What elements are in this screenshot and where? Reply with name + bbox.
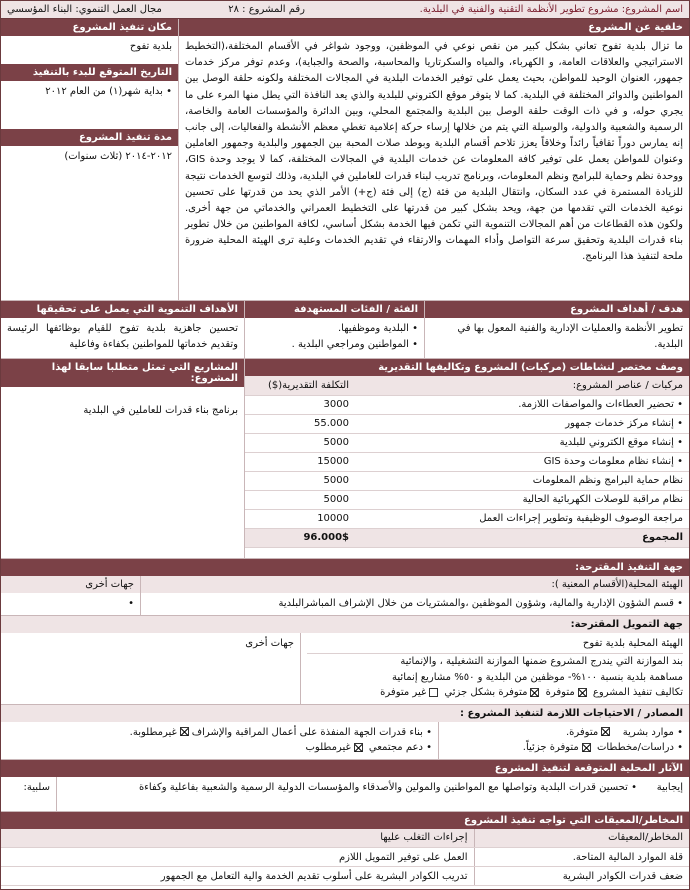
risks-section [1,812,689,887]
impl-local-text: • قسم الشؤون الإدارية والمالية، وشؤون الموظفين ،والمشتريات من خلال الإشراف المباشرالبلدية [278,598,683,609]
dev-goals-text: تحسين جاهزية بلدية تفوح للقيام بوظائفها الرئيسة وتقديم خدماتها للمواطنين بكفاءة وفاعلية [7,323,238,350]
item-cell: • إنشاء موقع الكتروني للبلدية [355,433,689,452]
table-row [245,490,689,509]
col-action-header: إجراءات التغلب عليها [1,829,474,848]
resource-community: • دعم مجتمعي غيرمطلوب [305,742,432,753]
goals-section [1,301,689,359]
cost-cell: 5000 [245,433,355,452]
target-title: الفئة / الفئات المستهدفة [245,301,424,318]
cost-cell: 5000 [245,490,355,509]
item-cell: • تحضير العطاءات والمواصفات اللازمة. [355,395,689,414]
background-text: ما تزال بلدية تفوح تعاني بشكل كبير من نقص نوعي في الموظفين، ووجود شواغر في الأقسام المختلفة،(التخطيط الاستراتيجي والعلاقات العامة، و الكهرباء، والمياه والسكرتاريا والمحاسبة، والصحة والجباية)، وعدم توفر مركز خدمات جمهور، العنوان الوحيد للمواطن، بحيث يعمل على توفير الخدمات البلدية في المجالات المختلفة ولكونه حلقة الوصل بين المواطنين والدوائر المختلفة في البلدية. كما لا يتوفر موقع الكتروني للبلدية والذي يعد النافذة التي يطل منها المرء على ما يجري حوله، و في ذات الوقت حلقة الوصل بين البلدية والمجتمع المحلي، وبين الدائرة والمؤسسات العامة والخاصة، الرسمية والشعبية والدولية، والوسيلة التي يتم من خلالها إرساء حركة إعلامية تغطي معظم الأنشطة والفعاليات، إلى جانب إنه يمارس دوراً ثقافياً رائداً وخلاقاً يعزز تلاحم أقسام البلدية وبوطد صلات المحبة بين الجمهور والبلدية وجمهور العاملين وعنوان للمواطن يعمل على توفير كافة المعلومات عن خدمات البلدية في المجالات المختلفة، كما لا يوجد وحدة GIS، ووحدة نظم وحماية للبرامج ونظم المعلومات، وبرنامج تدريب لبناء قدرات للعاملين في البلدية، وذلك لتوسع الخدمات نتيجة للزيادة المستمرة في عدد السكان، وانتقال البلدية من فئة (ج) إلى فئة (ج+) الأمر الذي يحد من قدرتها على تحسين نوعية الخدمات التي تقدمها من جهة، ويحد بشكل كبير من قدرتها على التخطيط العمراني والخدماتي من جهة أخرى. ولكون هذه القطاعات من أهم المجالات التنموية التي تكمن فيها الخدمة بشكل أساسي، لكافة المواطنين من خلال تطوير بناء قدرات البلدية وتحقيق سرعة التواصل وأداء المهمات والارتقاء في تقديم الخدمات وعلية ترى الهيئة المحلية ضرورة ملحة لتنفيذ هذا البرنامج. [185,41,683,263]
risk-cell: قلة الموارد المالية المتاحة. [474,848,689,867]
impact-title: الآثار المحلية المتوقعة لتنفيذ المشروع [1,760,689,777]
risks-table [1,829,689,887]
prereq-title: المشاريع التي تمثل متطلبا سابقا لهذا المشروع: [1,359,244,387]
total-label: المجموع [355,528,689,547]
impl-other-text: • [1,593,141,615]
item-cell: نظام حماية البرامج ونظم المعلومات [355,471,689,490]
implementation-section [1,559,689,616]
option-label: غير متوفرة [380,687,427,698]
checkbox-hr[interactable] [601,727,610,736]
resources-title: المصادر / الاحتياجات اللازمة لتنفيذ المشروع : [1,705,689,722]
funding-cost-options [307,685,683,701]
goal-title: هدف / أهداف المشروع [425,301,689,318]
prereq-text: برنامج بناء قدرات للعاملين في البلدية [83,405,238,416]
total-row [245,528,689,547]
col-cost-header: التكلفة التقديرية($) [245,376,355,395]
col-item-header: مركبات / عناصر المشروع: [355,376,689,395]
resources-section [1,705,689,760]
action-cell: العمل على توفير التمويل اللازم [1,848,474,867]
item-cell: مراجعة الوصوف الوظيفية وتطوير إجراءات العمل [355,509,689,528]
funding-section [1,616,689,705]
duration-title: مدة تنفيذ المشروع [1,129,178,146]
item-cell: نظام مراقبة للوصلات الكهربائية الحالية [355,490,689,509]
cost-cell: 15000 [245,452,355,471]
action-cell: تدريب الكوادر البشرية على أسلوب تقديم الخدمة والية التعامل مع الجمهور [1,867,474,886]
checkbox-capacity[interactable] [180,727,189,736]
table-row [1,848,689,867]
target-list [245,318,424,355]
item-cell: • إنشاء نظام معلومات وحدة GIS [355,452,689,471]
dev-goals-title: الأهداف التنموية التي يعمل على تحقيقها [1,301,244,318]
table-row [245,509,689,528]
table-row [1,867,689,886]
impl-local-label: الهيئة المحلية(الأقسام المعنية ): [141,576,689,593]
impact-positive-label: إيجابية [656,781,683,793]
background-section [1,19,689,301]
components-title: وصف مختصر لنشاطات (مركبات) المشروع وتكاليفها التقديرية [245,359,689,376]
resource-hr: • موارد بشرية متوفرة. [565,726,683,738]
col-risk-header: المخاطر/المعيقات [474,829,689,848]
risks-title: المخاطر/المعيقات التي تواجه تنفيذ المشروع [1,812,689,829]
funding-other-label: جهات أخرى [245,637,294,649]
checkbox-available[interactable] [578,688,587,697]
impact-negative-label: سلبية: [1,777,57,811]
risk-cell: ضعف قدرات الكوادر البشرية [474,867,689,886]
cost-cell: 55.000 [245,414,355,433]
cost-cell: 10000 [245,509,355,528]
funding-line1: بند الموازنة التي يندرج المشروع ضمنها الموازنة التشغيلية ، والإنمائية [400,656,683,667]
background-title: خلفية عن المشروع [179,19,689,36]
checkbox-unavailable[interactable] [429,688,438,697]
top-bar [1,1,689,19]
option-label: متوفرة [545,687,575,698]
impact-section [1,760,689,812]
place-title: مكان تنفيذ المشروع [1,19,178,36]
option-label: متوفرة بشكل جزئي [444,687,528,698]
table-row [245,414,689,433]
funding-title: جهة التمويل المقترحة: [1,616,689,633]
list-item: • البلدية وموظفيها. [251,321,418,337]
table-row [245,395,689,414]
item-cell: • إنشاء مركز خدمات جمهور [355,414,689,433]
components-section [1,359,689,559]
checkbox-studies[interactable] [582,743,591,752]
project-number: رقم المشروع : ٢٨ [228,4,305,15]
start-value: • بداية شهر(١) من العام ٢٠١٢ [45,86,172,97]
development-field: مجال العمل التنموي: البناء المؤسسي [7,4,162,15]
impl-title: جهة التنفيذ المقترحة: [1,559,689,576]
table-row [245,433,689,452]
components-table [245,376,689,548]
table-row [245,452,689,471]
project-name: اسم المشروع: مشروع تطوير الأنظمة التقنية والفنية في البلدية. [419,4,683,15]
funding-line2: مساهمة بلدية بنسبة ١٠٠%- موظفين من البلدية و ٥٠% مشاريع إنمائية [392,671,683,683]
impact-positive-text: • تحسين قدرات البلدية وتواصلها مع المواطنين والمولين والأصدقاء والمؤسسات الدولية الرسمية والشعبية بفاعلية وكفاءة [138,781,637,793]
resource-studies: • دراسات/مخططات متوفرة جزئياً. [522,742,683,753]
duration-value: ٢٠١٢-٢٠١٤ (ثلاث سنوات) [64,151,172,162]
checkbox-community[interactable] [354,743,363,752]
cost-cell: 3000 [245,395,355,414]
cost-cell: 5000 [245,471,355,490]
cost-label: تكاليف تنفيذ المشروع [592,687,683,698]
impl-other-label: جهات أخرى [1,576,141,593]
goal-text: تطوير الأنظمة والعمليات الإدارية والفنية المعول بها في البلدية. [457,323,683,350]
funding-local-label: الهيئة المحلية بلدية تفوح [307,636,683,655]
list-item: • المواطنين ومراجعي البلدية . [251,337,418,353]
place-value: بلدية تفوح [129,41,172,52]
start-title: التاريخ المتوقع للبدء بالتنفيذ [1,64,178,81]
resource-capacity: • بناء قدرات الجهة المنفذة على أعمال المراقبة والإشرافغيرمطلوبة. [129,726,432,738]
table-row [245,471,689,490]
total-value: 96.000$ [245,528,355,547]
checkbox-partial[interactable] [530,688,539,697]
